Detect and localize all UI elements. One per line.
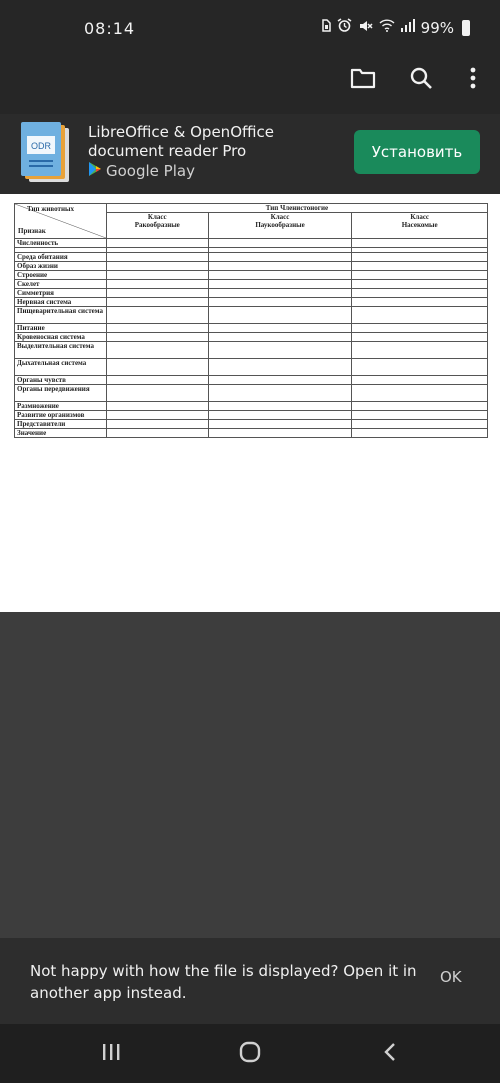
table-row <box>15 420 488 429</box>
table-row <box>15 271 488 280</box>
battery-icon <box>462 20 470 36</box>
table-cell <box>208 385 352 402</box>
table-row <box>15 262 488 271</box>
table-cell <box>208 333 352 342</box>
app-toolbar <box>0 46 500 114</box>
table-cell <box>208 307 352 324</box>
app-icon[interactable] <box>19 122 73 186</box>
table-cell <box>208 402 352 411</box>
table-cell <box>352 385 488 402</box>
row-label: Развитие организмов <box>15 411 107 420</box>
table-cell <box>106 376 208 385</box>
table-row <box>15 359 488 376</box>
snackbar-ok-button[interactable]: OK <box>440 968 462 986</box>
row-label: Значение <box>15 429 107 438</box>
class-header-1: Класс Ракообразные <box>106 213 208 239</box>
table-cell <box>352 289 488 298</box>
table-cell <box>352 271 488 280</box>
table-cell <box>106 280 208 289</box>
row-label: Численность <box>15 239 107 248</box>
table-cell <box>106 333 208 342</box>
table-cell <box>352 262 488 271</box>
table-cell <box>208 411 352 420</box>
row-label: Пищеварительная система <box>15 307 107 324</box>
table-cell <box>352 359 488 376</box>
class-header-2: Класс Паукообразные <box>208 213 352 239</box>
corner-top-label: Тип животных <box>27 205 74 213</box>
app-icon-label: ODR <box>31 141 51 151</box>
folder-icon <box>350 67 376 93</box>
table-cell <box>352 411 488 420</box>
table-cell <box>106 289 208 298</box>
table-cell <box>208 271 352 280</box>
status-bar <box>0 0 500 46</box>
table-cell <box>208 239 352 248</box>
row-label: Образ жизни <box>15 262 107 271</box>
table-row <box>15 280 488 289</box>
back-button[interactable] <box>370 1036 410 1072</box>
table-cell <box>208 324 352 333</box>
row-label: Симметрия <box>15 289 107 298</box>
table-cell <box>106 359 208 376</box>
table-cell <box>352 239 488 248</box>
table-cell <box>352 298 488 307</box>
row-label: Дыхательная система <box>15 359 107 376</box>
snackbar-message: Not happy with how the file is displayed? Open it in another app instead. <box>30 962 417 1002</box>
group-header: Тип Членистоногие <box>106 204 487 213</box>
table-cell <box>208 342 352 359</box>
ad-banner[interactable] <box>0 114 500 194</box>
corner-bottom-label: Признак <box>18 227 46 235</box>
table-row <box>15 307 488 324</box>
play-store-icon <box>88 161 102 181</box>
table-cell <box>106 253 208 262</box>
table-row <box>15 376 488 385</box>
table-cell <box>208 420 352 429</box>
battery-percent: 99% <box>420 18 454 37</box>
table-cell <box>352 429 488 438</box>
wifi-icon <box>379 19 395 36</box>
alarm-icon <box>337 18 352 37</box>
table-cell <box>106 307 208 324</box>
row-label: Строение <box>15 271 107 280</box>
table-cell <box>208 253 352 262</box>
row-label: Органы передвижения <box>15 385 107 402</box>
table-cell <box>208 429 352 438</box>
table-row <box>15 385 488 402</box>
home-icon <box>239 1041 261 1067</box>
recents-button[interactable] <box>91 1036 131 1072</box>
table-cell <box>352 324 488 333</box>
signal-icon <box>401 19 415 36</box>
table-row <box>15 411 488 420</box>
table-cell <box>208 359 352 376</box>
install-button[interactable]: Установить <box>354 130 480 174</box>
table-cell <box>352 402 488 411</box>
row-label: Органы чувств <box>15 376 107 385</box>
row-label: Размножение <box>15 402 107 411</box>
store-label: Google Play <box>106 162 195 180</box>
table-cell <box>106 298 208 307</box>
row-label: Среда обитания <box>15 253 107 262</box>
table-cell <box>106 324 208 333</box>
back-icon <box>383 1042 397 1066</box>
table-cell <box>208 298 352 307</box>
table-cell <box>106 271 208 280</box>
folder-button[interactable] <box>343 60 383 100</box>
table-cell <box>208 289 352 298</box>
table-cell <box>352 280 488 289</box>
table-row <box>15 342 488 359</box>
table-row <box>15 402 488 411</box>
table-cell <box>106 402 208 411</box>
search-button[interactable] <box>401 60 441 100</box>
table-cell <box>208 376 352 385</box>
class-header-3: Класс Насекомые <box>352 213 488 239</box>
table-cell <box>352 376 488 385</box>
status-icons <box>321 18 470 37</box>
status-time: 08:14 <box>84 19 136 38</box>
recents-icon <box>101 1043 121 1065</box>
table-cell <box>106 429 208 438</box>
snackbar <box>0 938 500 1024</box>
table-cell <box>352 333 488 342</box>
row-label: Нервная система <box>15 298 107 307</box>
table-row <box>15 253 488 262</box>
row-label: Питание <box>15 324 107 333</box>
more-options-button[interactable] <box>453 60 493 100</box>
more-vert-icon <box>470 67 476 93</box>
table-cell <box>106 411 208 420</box>
table-cell <box>106 262 208 271</box>
home-button[interactable] <box>230 1036 270 1072</box>
sim-icon <box>321 19 331 36</box>
row-label: Выделительная система <box>15 342 107 359</box>
row-label: Скелет <box>15 280 107 289</box>
table-cell <box>352 342 488 359</box>
table-cell <box>106 342 208 359</box>
table-row <box>15 333 488 342</box>
table-corner-cell <box>15 204 106 238</box>
table-cell <box>208 262 352 271</box>
document-page <box>0 194 500 612</box>
table-cell <box>352 420 488 429</box>
navigation-bar <box>0 1024 500 1083</box>
table-row <box>15 239 488 248</box>
row-label: Представители <box>15 420 107 429</box>
table-cell <box>208 280 352 289</box>
row-label: Кровеносная система <box>15 333 107 342</box>
table-row <box>15 324 488 333</box>
ad-title: LibreOffice & OpenOffice document reader Pro <box>88 123 274 160</box>
table-cell <box>106 385 208 402</box>
table-cell <box>106 420 208 429</box>
search-icon <box>409 66 433 94</box>
table-cell <box>106 239 208 248</box>
table-cell <box>352 307 488 324</box>
table-row <box>15 298 488 307</box>
table-row <box>15 289 488 298</box>
table-row <box>15 429 488 438</box>
mute-icon <box>358 19 373 37</box>
google-play-badge <box>88 161 195 181</box>
table-cell <box>352 253 488 262</box>
document-table <box>14 203 488 438</box>
